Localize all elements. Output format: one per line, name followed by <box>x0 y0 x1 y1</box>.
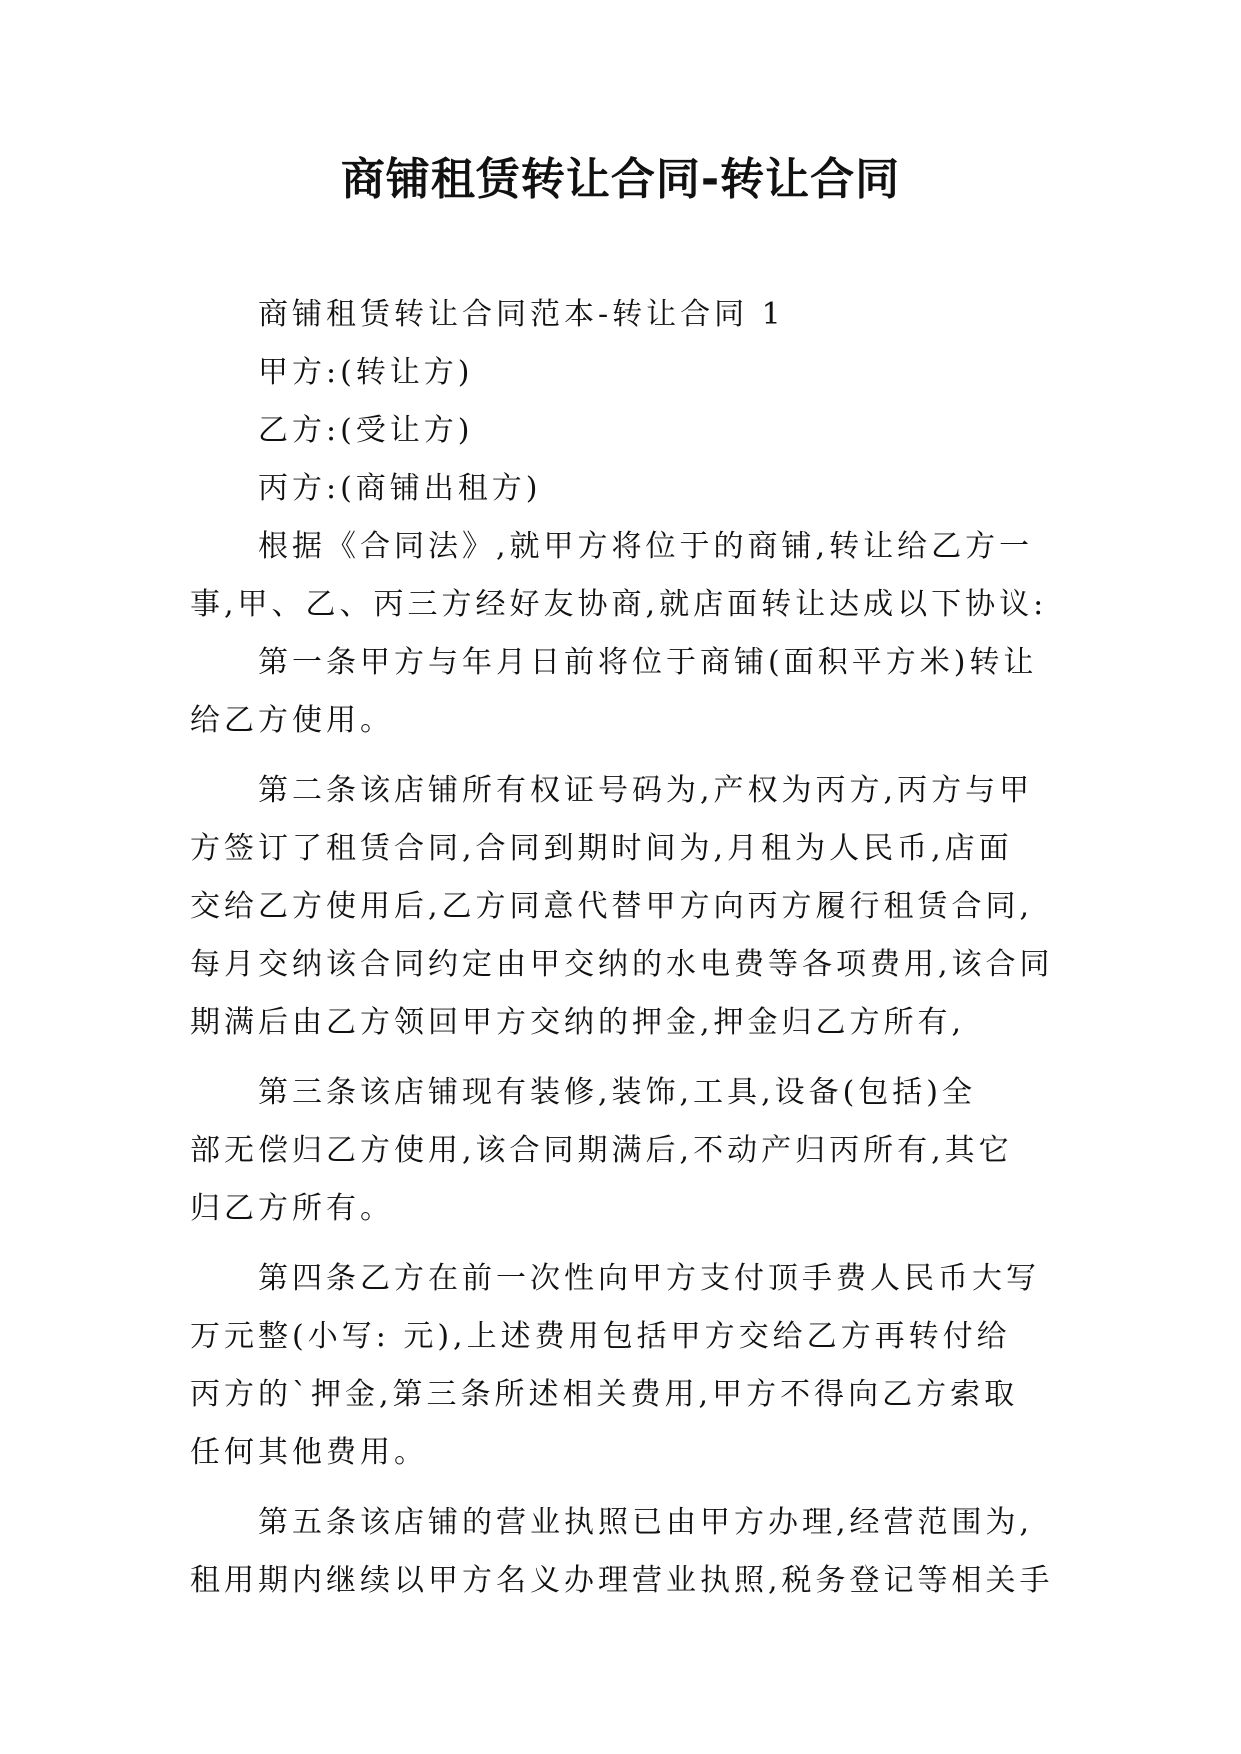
paragraph-party-b <box>190 402 1060 460</box>
text-line: 甲方:(转让方) <box>258 355 474 390</box>
paragraph-article-2 <box>190 762 1060 1052</box>
document-title: 商铺租赁转让合同-转让合同 <box>340 154 901 205</box>
text-line: 归乙方所有。 <box>190 1191 394 1226</box>
paragraph-party-c <box>190 460 1060 518</box>
text-line: 事,甲、乙、丙三方经好友协商,就店面转让达成以下协议: <box>190 587 1048 622</box>
text-line: 部无偿归乙方使用,该合同期满后,不动产归丙所有,其它 <box>190 1133 1013 1168</box>
text-line: 交给乙方使用后,乙方同意代替甲方向丙方履行租赁合同, <box>190 889 1034 924</box>
text-line: 第一条甲方与年月日前将位于商铺(面积平方米)转让 <box>258 645 1038 680</box>
text-line: 任何其他费用。 <box>190 1435 428 1470</box>
paragraph-preamble <box>190 518 1060 634</box>
paragraph-article-1 <box>190 634 1060 750</box>
document-body <box>190 286 1060 1610</box>
paragraph-article-3 <box>190 1064 1060 1238</box>
text-line: 给乙方使用。 <box>190 703 394 738</box>
paragraph-subtitle <box>190 286 1060 344</box>
text-line: 每月交纳该合同约定由甲交纳的水电费等各项费用,该合同 <box>190 947 1054 982</box>
paragraph-article-4 <box>190 1250 1060 1482</box>
text-line: 期满后由乙方领回甲方交纳的押金,押金归乙方所有, <box>190 1005 966 1040</box>
paragraph-party-a <box>190 344 1060 402</box>
text-line: 第三条该店铺现有装修,装饰,工具,设备(包括)全 <box>258 1075 977 1110</box>
text-line: 方签订了租赁合同,合同到期时间为,月租为人民币,店面 <box>190 831 1013 866</box>
text-line: 丙方的`押金,第三条所述相关费用,甲方不得向乙方索取 <box>190 1377 1019 1412</box>
text-line: 第五条该店铺的营业执照已由甲方办理,经营范围为, <box>258 1505 1034 1540</box>
paragraph-article-5 <box>190 1494 1060 1610</box>
text-line: 第二条该店铺所有权证号码为,产权为丙方,丙方与甲 <box>258 773 1034 808</box>
text-line: 万元整(小写: 元),上述费用包括甲方交给乙方再转付给 <box>190 1319 1011 1354</box>
text-line: 租用期内继续以甲方名义办理营业执照,税务登记等相关手 <box>190 1563 1054 1598</box>
text-line: 丙方:(商铺出租方) <box>258 471 542 506</box>
text-line: 根据《合同法》,就甲方将位于的商铺,转让给乙方一 <box>258 529 1034 564</box>
text-line: 乙方:(受让方) <box>258 413 474 448</box>
text-line: 第四条乙方在前一次性向甲方支付顶手费人民币大写 <box>258 1261 1040 1296</box>
text-line: 商铺租赁转让合同范本-转让合同 1 <box>258 297 785 332</box>
